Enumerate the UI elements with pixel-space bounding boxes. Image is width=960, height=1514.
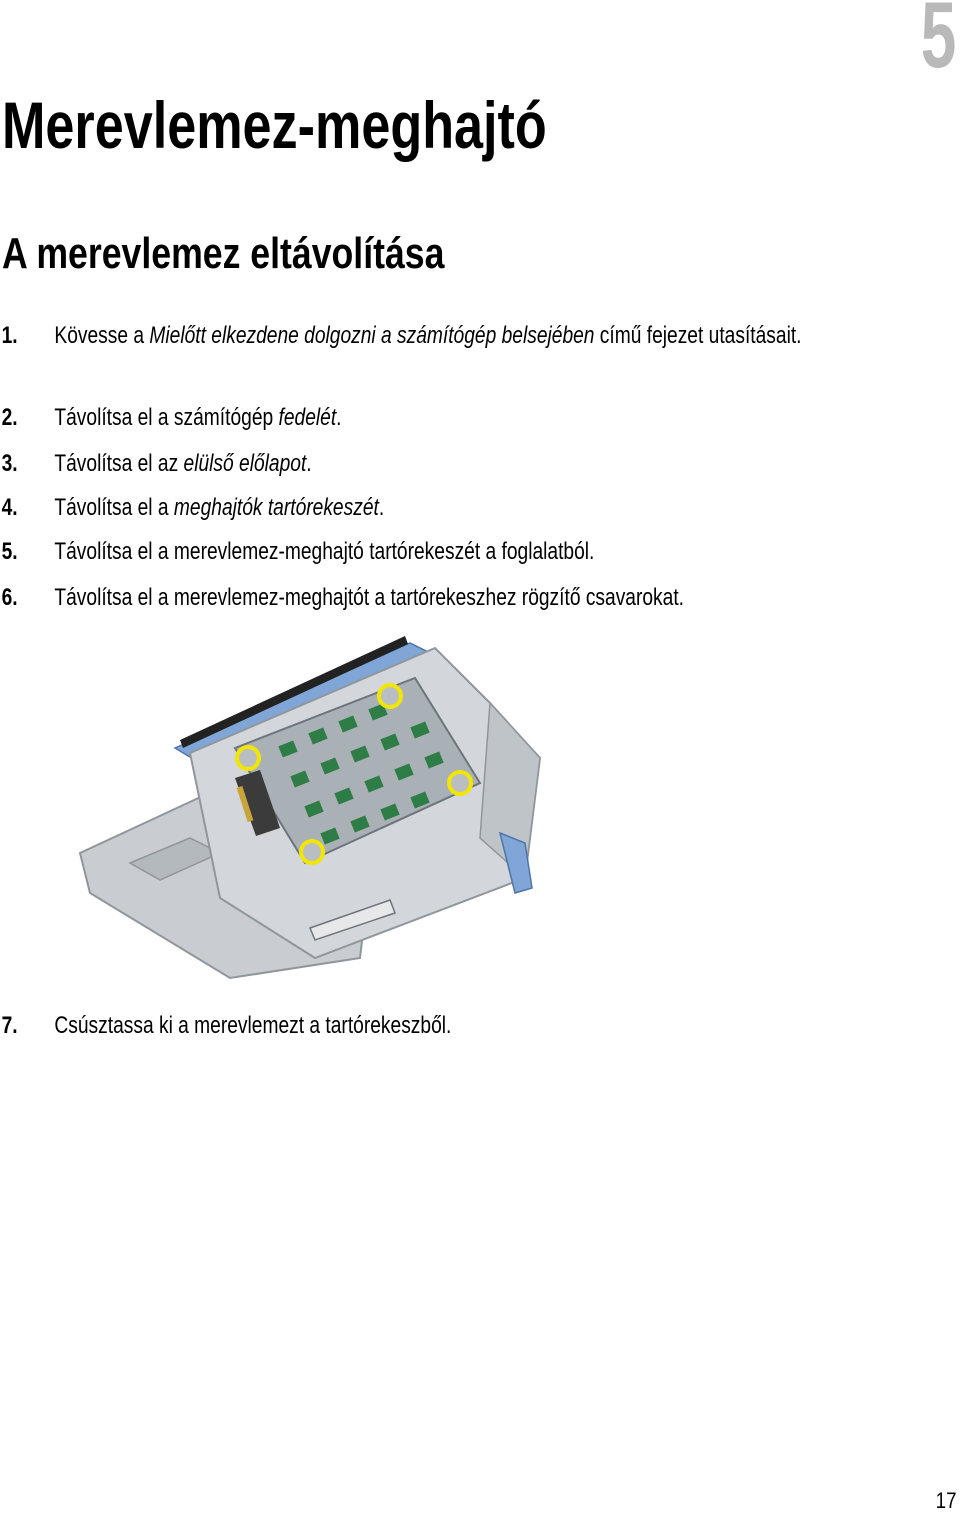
step-text: Távolítsa el a merevlemez-meghajtó tartórekeszét a foglalatból. [54,538,595,565]
step-number: 6. [1,584,18,611]
cross-reference: meghajtók tartórekeszét [173,494,379,521]
step-text-plain: . [378,494,385,521]
screw-3 [449,772,471,794]
screw-2 [237,747,259,769]
step-text-plain: Kövesse a [54,322,150,349]
page-title: Merevlemez-meghajtó [2,88,547,162]
step-text-plain: . [306,450,312,477]
step-text-plain: Távolítsa el az [54,450,184,477]
section-heading: A merevlemez eltávolítása [2,229,445,278]
step-text-plain: . [336,404,342,431]
step-text [54,320,902,352]
step-text-plain: című fejezet utasításait. [594,322,802,349]
step-number: 7. [1,1012,18,1039]
page-number: 17 [935,1488,956,1513]
step-text [54,492,902,524]
hard-drive-bracket-illustration-icon [70,628,570,988]
cross-reference: Mielőtt elkezdene dolgozni a számítógép belsejében [149,322,595,349]
step-number: 4. [1,494,18,521]
cross-reference: elülső előlapot [183,450,307,477]
screw-4 [301,841,323,863]
chapter-number: 5 [920,0,956,87]
step-number: 3. [1,450,18,477]
step-text: Csúsztassa ki a merevlemezt a tartórekeszből. [54,1012,452,1039]
hard-drive-bracket-figure [70,628,570,988]
step-number: 1. [1,322,18,349]
step-text [54,448,902,480]
screw-1 [379,685,401,707]
step-text [54,402,902,434]
step-number: 5. [1,538,18,565]
step-number: 2. [1,404,18,431]
step-text-plain: Távolítsa el a [54,494,174,521]
step-text-plain: Távolítsa el a számítógép [54,404,279,431]
cross-reference: fedelét [278,404,337,431]
step-text: Távolítsa el a merevlemez-meghajtót a tartórekeszhez rögzítő csavarokat. [54,584,685,611]
